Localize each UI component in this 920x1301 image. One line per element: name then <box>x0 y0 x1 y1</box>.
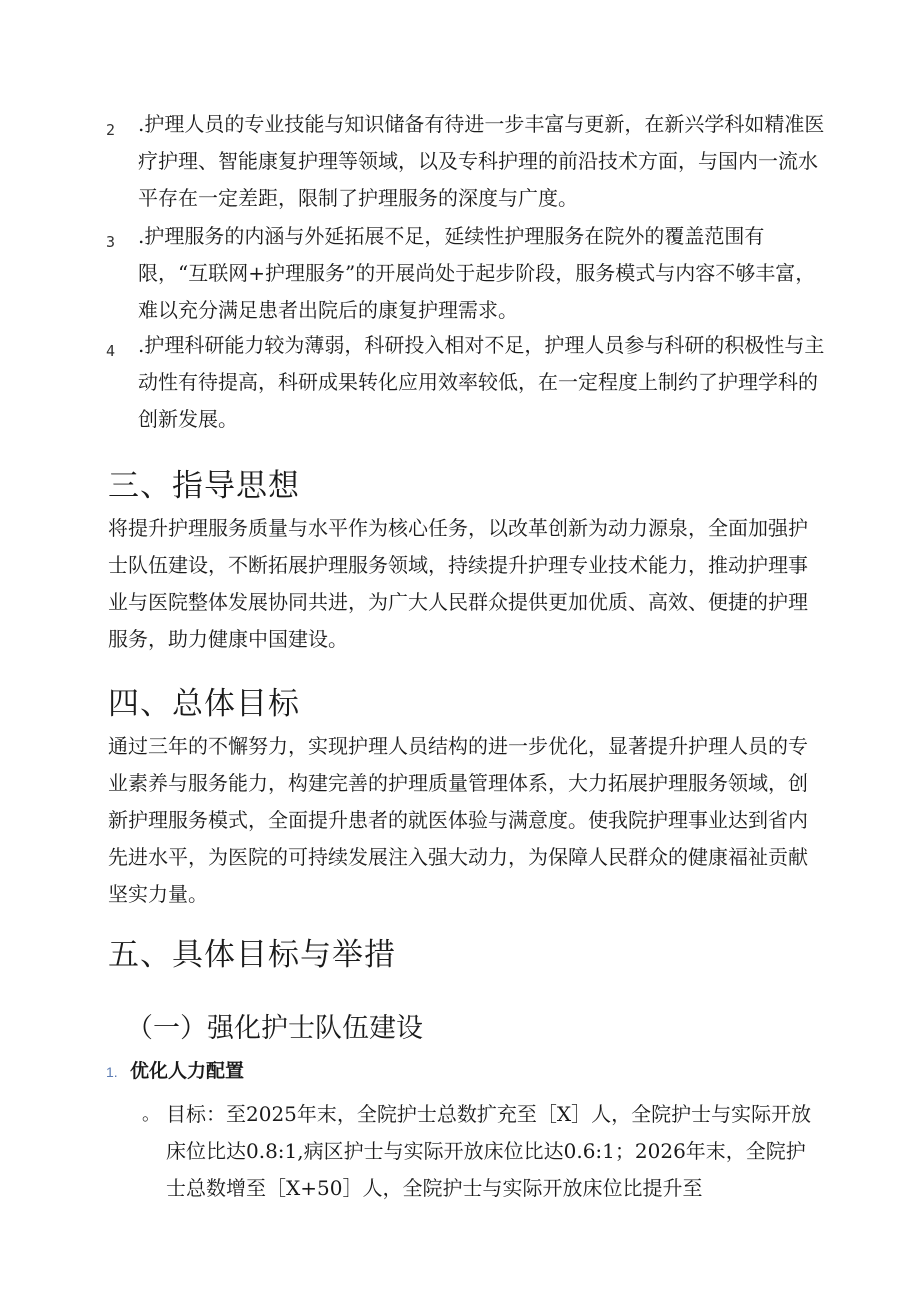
list-item-text: .护理服务的内涵与外延拓展不足，延续性护理服务在院外的覆盖范围有限，“互联网+护理服务”的开展尚处于起步阶段，服务模式与内容不够丰富，难以充分满足患者出院后的康复护理需求。 <box>138 224 816 322</box>
bullet-item <box>142 1096 822 1207</box>
subitem-label: 优化人力配置 <box>130 1060 245 1082</box>
section-heading-guiding: 三、指导思想 <box>108 468 300 504</box>
list-item <box>106 218 826 329</box>
section-body-guiding: 将提升护理服务质量与水平作为核心任务，以改革创新为动力源泉，全面加强护士队伍建设，不断拓展护理服务领域，持续提升护理专业技术能力，推动护理事业与医院整体发展协同共进，为广大人民群众提供更加优质、高效、便捷的护理服务，助力健康中国建设。 <box>108 516 808 651</box>
numbered-subitem <box>106 1056 244 1083</box>
subitem-number: 1. <box>106 1064 118 1080</box>
list-item-text: .护理人员的专业技能与知识储备有待进一步丰富与更新，在新兴学科如精准医疗护理、智能康复护理等领域，以及专科护理的前沿技术方面，与国内一流水平存在一定差距，限制了护理服务的深度与广度。 <box>138 112 825 210</box>
list-item <box>106 327 826 438</box>
section-heading-overall: 四、总体目标 <box>108 686 300 722</box>
subsection-heading: （一）强化护士队伍建设 <box>126 1013 423 1044</box>
list-item-number: 2 <box>106 121 116 139</box>
section-heading-specific: 五、具体目标与举措 <box>108 937 396 973</box>
list-item-text: .护理科研能力较为薄弱，科研投入相对不足，护理人员参与科研的积极性与主动性有待提高，科研成果转化应用效率较低，在一定程度上制约了护理学科的创新发展。 <box>138 333 825 431</box>
section-body-overall: 通过三年的不懈努力，实现护理人员结构的进一步优化，显著提升护理人员的专业素养与服务能力，构建完善的护理质量管理体系，大力拓展护理服务领域，创新护理服务模式，全面提升患者的就医体验与满意度。使我院护理事业达到省内先进水平，为医院的可持续发展注入强大动力，为保障人民群众的健康福祉贡献坚实力量。 <box>108 734 808 906</box>
list-item-number: 3 <box>106 233 116 251</box>
bullet-text: 目标：至2025年末，全院护士总数扩充至［X］人，全院护士与实际开放床位比达0.8:1,病区护士与实际开放床位比达0.6:1；2026年末，全院护士总数增至［X+50］人，全院护士与实际开放床位比提升至 <box>166 1102 812 1200</box>
list-item <box>106 106 826 217</box>
list-item-number: 4 <box>106 342 116 360</box>
bullet-mark: 。 <box>142 1104 160 1125</box>
